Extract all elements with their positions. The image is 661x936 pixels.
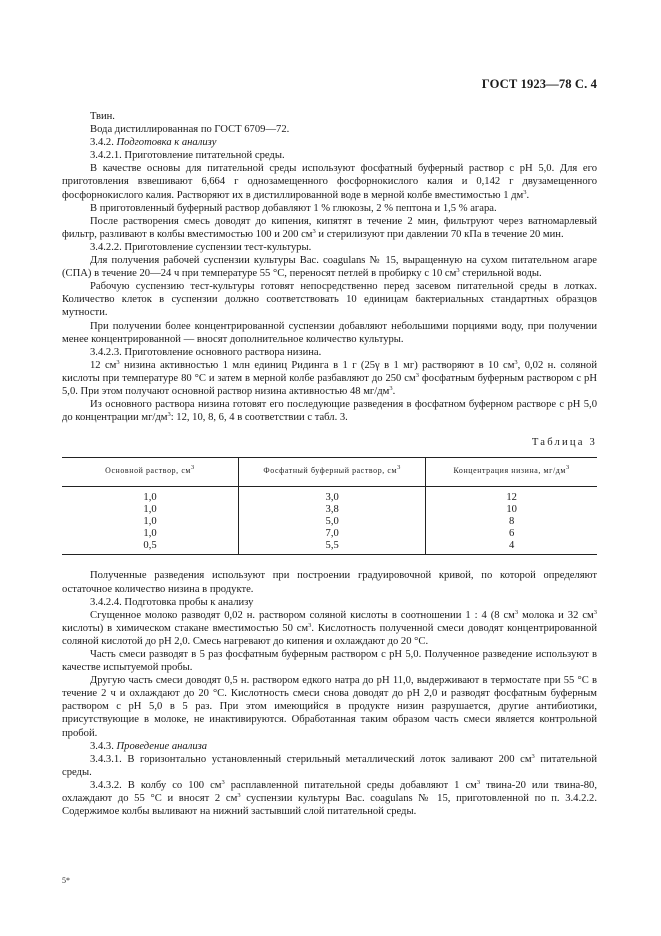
paragraph: Твин. (90, 111, 115, 122)
paragraph: 3.4.2.3. Приготовление основного раствора низина. (90, 346, 322, 358)
column-header: Основной раствор, $см^3$ (62, 458, 239, 487)
table-cell: 3,0 3,8 5,0 7,0 5,5 (239, 487, 426, 555)
table-header-row (62, 458, 597, 487)
paragraph: Для получения рабочей суспензии культуры Bac. coagulans № 15, выращенную на сухом питательном агаре (СПА) в течение 20—24 ч при температуре 55 °С, переносят петлей в пробирку с 10 $см^3$ стерильной воды. (62, 255, 597, 280)
paragraph: Вода дистиллированная по ГОСТ 6709—72. (90, 124, 290, 136)
paragraph: После растворения смесь доводят до кипения, кипятят в течение 2 мин, фильтруют через ватномарлевый фильтр, разливают в колбы вместимостью 100 и 200 $см^3$ и стерилизуют при давлении 70 кПа в течение 20 мин. (62, 215, 597, 240)
paragraph: 3.4.3.2. В колбу со 100 $см^3$ расплавленной питательной среды добавляют 1 $см^3$ твина-20 или твина-80, охлаждают до 55 °С и вносят 2 $см^3$ суспензии культуры Bac. coagulans № 15, приготовленной по п. 3.4.2.2. Содержимое колбы выливают на нижний застывший слой питательной среды. (62, 778, 597, 818)
document-body (62, 110, 597, 818)
paragraph: Сгущенное молоко разводят 0,02 н. раствором соляной кислоты в соотношении 1 : 4 (8 $см^3$ молока и 32 $см^3$ кислоты) в химическом стакане вместимостью 50 $см^3$. Кислотность полученной смеси доводят концентрированной соляной кислотой до рН 2,0. Смесь нагревают до кипения и охлаждают до 20 °С. (62, 608, 597, 647)
section-heading: 3.4.2. Подготовка к анализу (90, 137, 217, 149)
paragraph: Рабочую суспензию тест-культуры готовят непосредственно перед засевом питательной среды в лотках. Количество клеток в суспензии должно соответствовать 10 единицам бактериальных стандартных образцов мутности. (62, 281, 597, 319)
paragraph: В качестве основы для питательной среды используют фосфатный буферный раствор с рН 5,0. Для его приготовления взвешивают 6,664 г однозамещенного фосфорнокислого калия и 0,142 г двузамещенного фосфорнокислого калия. Растворяют их в дистиллированной воде в мерной колбе вместимостью 1 $дм^3$. (62, 163, 597, 201)
column-header: Концентрация низина, $мг/дм^3$ (426, 458, 597, 487)
table-cell: 12 10 8 6 4 (426, 487, 597, 555)
table-row (62, 487, 597, 555)
paragraph: 3.4.2.1. Приготовление питательной среды. (90, 150, 285, 162)
table-cell: 1,0 1,0 1,0 1,0 0,5 (62, 487, 239, 555)
paragraph: 3.4.2.4. Подготовка пробы к анализу (90, 596, 254, 608)
column-header: Фосфатный буферный раствор, $см^3$ (239, 458, 426, 487)
section-heading: 3.4.3. Проведение анализа (90, 740, 208, 752)
paragraph: Из основного раствора низина готовят его последующие разведения в фосфатном буферном растворе с рН 5,0 до концентрации $мг/дм^3$: 12, 10, 8, 6, 4 в соответствии с табл. 3. (62, 399, 597, 424)
page-footer-mark: 5* (62, 876, 70, 885)
paragraph: Другую часть смеси доводят 0,5 н. раствором едкого натра до рН 11,0, выдерживают в термостате при 55 °С в течение 2 ч и охлаждают до 20 °С. Кислотность смеси снова доводят до рН 2,0 и разводят фосфатным буферным раствором с рН 5,0 в 5 раз. При этом имеющийся в продукте низин разрушается, другие антибиотики, присутствующие в молоке, не инактивируются. Обработанная таким образом часть смеси является контрольной пробой. (62, 675, 597, 739)
paragraph: В приготовленный буферный раствор добавляют 1 % глюкозы, 2 % пептона и 1,5 % агара. (90, 202, 497, 214)
paragraph: 3.4.2.2. Приготовление суспензии тест-культуры. (90, 241, 312, 253)
table-caption: Таблица 3 (531, 437, 597, 449)
page-header: ГОСТ 1923—78 С. 4 (481, 77, 597, 91)
paragraph: 3.4.3.1. В горизонтально установленный стерильный металлический лоток заливают 200 $см^3$ питательной среды. (62, 752, 597, 778)
paragraph: 12 $см^3$ низина активностью 1 млн единиц Ридинга в 1 г (25γ в 1 мг) растворяют в 10 $см^3$, 0,02 н. соляной кислоты при температуре 80 °С и затем в мерной колбе разбавляют до 250 $см^3$ фосфатным буферным раствором с рН 5,0. При этом получают основной раствор низина активностью 48 $мг/дм^3$. (62, 358, 597, 397)
paragraph: Часть смеси разводят в 5 раз фосфатным буферным раствором с рН 5,0. Полученное разведение используют в качестве испытуемой пробы. (62, 649, 597, 674)
paragraph: Полученные разведения используют при построении градуировочной кривой, по которой определяют остаточное количество низина в продукте. (62, 570, 597, 595)
table-3 (62, 457, 597, 555)
paragraph: При получении более концентрированной суспензии добавляют небольшими порциями воду, при получении менее концентрированной — вносят дополнительное количество культуры. (62, 320, 597, 345)
